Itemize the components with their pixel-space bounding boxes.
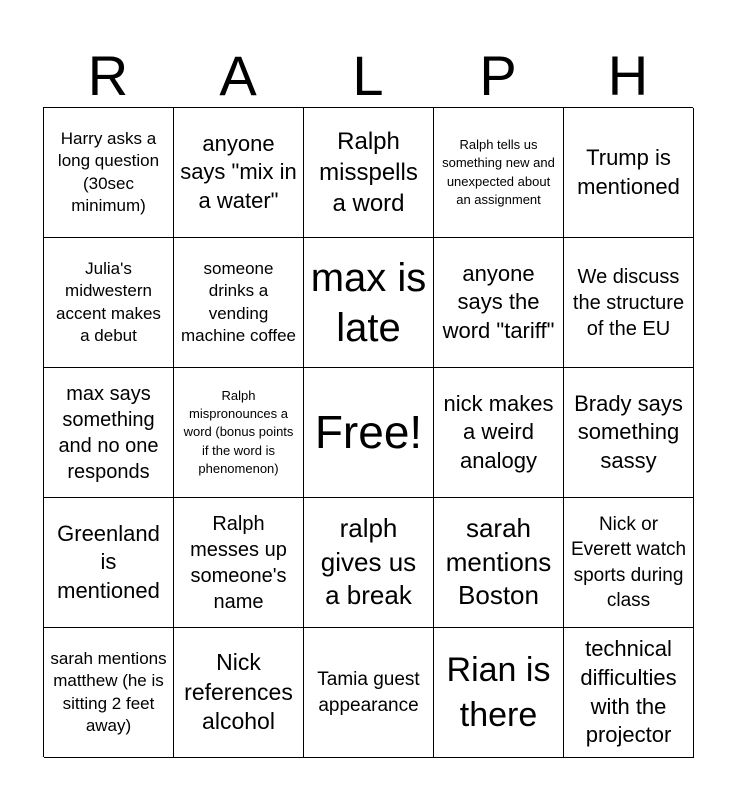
bingo-cell-r3c2[interactable] <box>174 368 304 498</box>
cell-text: someone drinks a vending machine coffee <box>181 258 296 345</box>
cell-text: Greenland is mentioned <box>57 520 160 603</box>
bingo-cell-r5c2[interactable] <box>174 628 304 758</box>
bingo-cell-r2c1[interactable] <box>44 238 174 368</box>
free-space: Free! <box>314 405 423 458</box>
bingo-cell-r4c5[interactable] <box>564 498 694 628</box>
cell-text: Nick references alcohol <box>184 648 293 735</box>
bingo-cell-r5c4[interactable] <box>434 628 564 758</box>
cell-text: nick makes a weird analogy <box>443 390 554 473</box>
cell-text: sarah mentions Boston <box>445 512 552 611</box>
bingo-cell-r5c5[interactable] <box>564 628 694 758</box>
cell-text: Brady says something sassy <box>574 390 683 473</box>
cell-text: sarah mentions matthew (he is sitting 2 feet away) <box>50 648 167 735</box>
header-letter-p: P <box>479 44 517 107</box>
bingo-header <box>43 44 693 108</box>
bingo-cell-r1c5[interactable] <box>564 108 694 238</box>
cell-text: Tamia guest appearance <box>317 669 420 716</box>
bingo-cell-r4c2[interactable] <box>174 498 304 628</box>
bingo-cell-r4c3[interactable] <box>304 498 434 628</box>
cell-text: Ralph messes up someone's name <box>190 512 287 613</box>
bingo-cell-r1c1[interactable] <box>44 108 174 238</box>
bingo-cell-r1c3[interactable] <box>304 108 434 238</box>
bingo-cell-r3c3[interactable] <box>304 368 434 498</box>
bingo-cell-r4c4[interactable] <box>434 498 564 628</box>
header-letter-h: H <box>607 44 649 107</box>
cell-text: Ralph mispronounces a word (bonus points if the word is phenomenon) <box>183 388 294 476</box>
bingo-cell-r3c4[interactable] <box>434 368 564 498</box>
cell-text: Trump is mentioned <box>577 144 680 199</box>
bingo-cell-r2c2[interactable] <box>174 238 304 368</box>
cell-text: ralph gives us a break <box>320 512 417 611</box>
cell-text: max is late <box>310 255 427 350</box>
bingo-cell-r5c3[interactable] <box>304 628 434 758</box>
bingo-cell-r2c4[interactable] <box>434 238 564 368</box>
header-letter-a: A <box>219 44 257 107</box>
cell-text: We discuss the structure of the EU <box>572 265 685 340</box>
header-letter-l: L <box>352 44 384 107</box>
bingo-cell-r4c1[interactable] <box>44 498 174 628</box>
bingo-cell-r1c2[interactable] <box>174 108 304 238</box>
cell-text: Ralph misspells a word <box>319 127 418 218</box>
bingo-cell-r3c1[interactable] <box>44 368 174 498</box>
bingo-cell-r2c3[interactable] <box>304 238 434 368</box>
bingo-cell-r5c1[interactable] <box>44 628 174 758</box>
cell-text: Nick or Everett watch sports during class <box>570 514 687 611</box>
bingo-cell-r2c5[interactable] <box>564 238 694 368</box>
bingo-cell-r3c5[interactable] <box>564 368 694 498</box>
cell-text: anyone says the word "tariff" <box>442 260 555 343</box>
cell-text: Rian is there <box>446 651 551 734</box>
cell-text: technical difficulties with the projector <box>580 636 677 748</box>
cell-text: Ralph tells us something new and unexpected about an assignment <box>442 137 555 207</box>
cell-text: anyone says "mix in a water" <box>180 130 297 213</box>
cell-text: max says something and no one responds <box>58 382 159 483</box>
bingo-cell-r1c4[interactable] <box>434 108 564 238</box>
header-letter-r: R <box>87 44 129 107</box>
cell-text: Harry asks a long question (30sec minimum) <box>57 128 160 215</box>
bingo-board <box>43 107 693 757</box>
cell-text: Julia's midwestern accent makes a debut <box>56 258 161 345</box>
